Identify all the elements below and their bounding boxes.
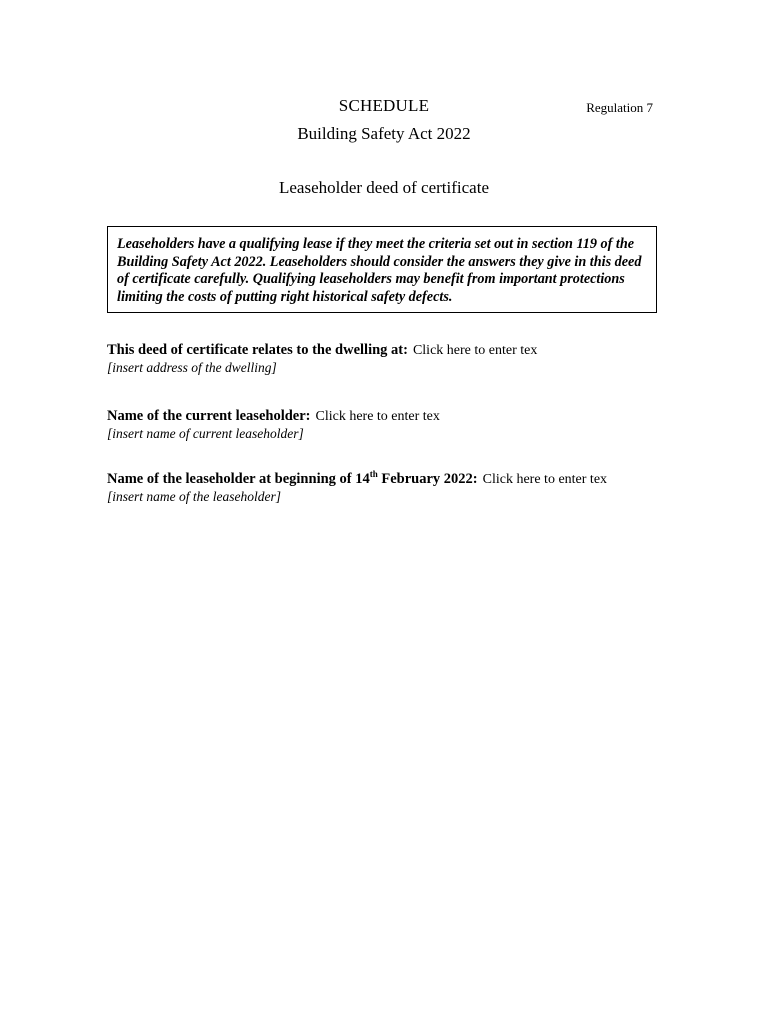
dwelling-field [107, 341, 707, 376]
dwelling-label: This deed of certificate relates to the dwelling at: [107, 342, 408, 358]
leaseholder-at-date-hint: [insert name of the leaseholder] [107, 489, 281, 504]
deed-title: Leaseholder deed of certificate [278, 178, 489, 197]
current-leaseholder-label: Name of the current leaseholder: [107, 408, 311, 424]
dwelling-input[interactable]: Click here to enter tex [412, 343, 538, 358]
leaseholder-at-date-field-line [107, 470, 707, 489]
leaseholder-at-date-field [107, 470, 707, 505]
act-title: Building Safety Act 2022 [297, 124, 471, 143]
regulation-reference: Regulation 7 [586, 100, 653, 115]
leaseholder-at-date-label [107, 471, 478, 487]
leaseholder-at-date-label-prefix: Name of the leaseholder at beginning of 14 [107, 471, 370, 487]
dwelling-field-line [107, 341, 707, 360]
current-leaseholder-field-line [107, 407, 707, 426]
leaseholder-at-date-input[interactable]: Click here to enter tex [482, 472, 608, 487]
schedule-heading: SCHEDULE [338, 96, 430, 115]
leaseholder-at-date-label-sup: th [369, 469, 378, 480]
current-leaseholder-field [107, 407, 707, 442]
current-leaseholder-input[interactable]: Click here to enter tex [315, 409, 440, 424]
leaseholder-at-date-label-suffix: February 2022: [377, 471, 478, 487]
notice-box [107, 226, 657, 313]
current-leaseholder-hint: [insert name of current leaseholder] [107, 426, 304, 441]
notice-text: Leaseholders have a qualifying lease if they meet the criteria set out in section 119 of the Building Safety Act 2022. Leaseholders should consider the answers they give in this deed of certificate carefully. Qualifying leaseholders may benefit from important protections limiting the costs of putting right historical safety defects. [117, 236, 642, 305]
dwelling-hint: [insert address of the dwelling] [107, 360, 277, 375]
